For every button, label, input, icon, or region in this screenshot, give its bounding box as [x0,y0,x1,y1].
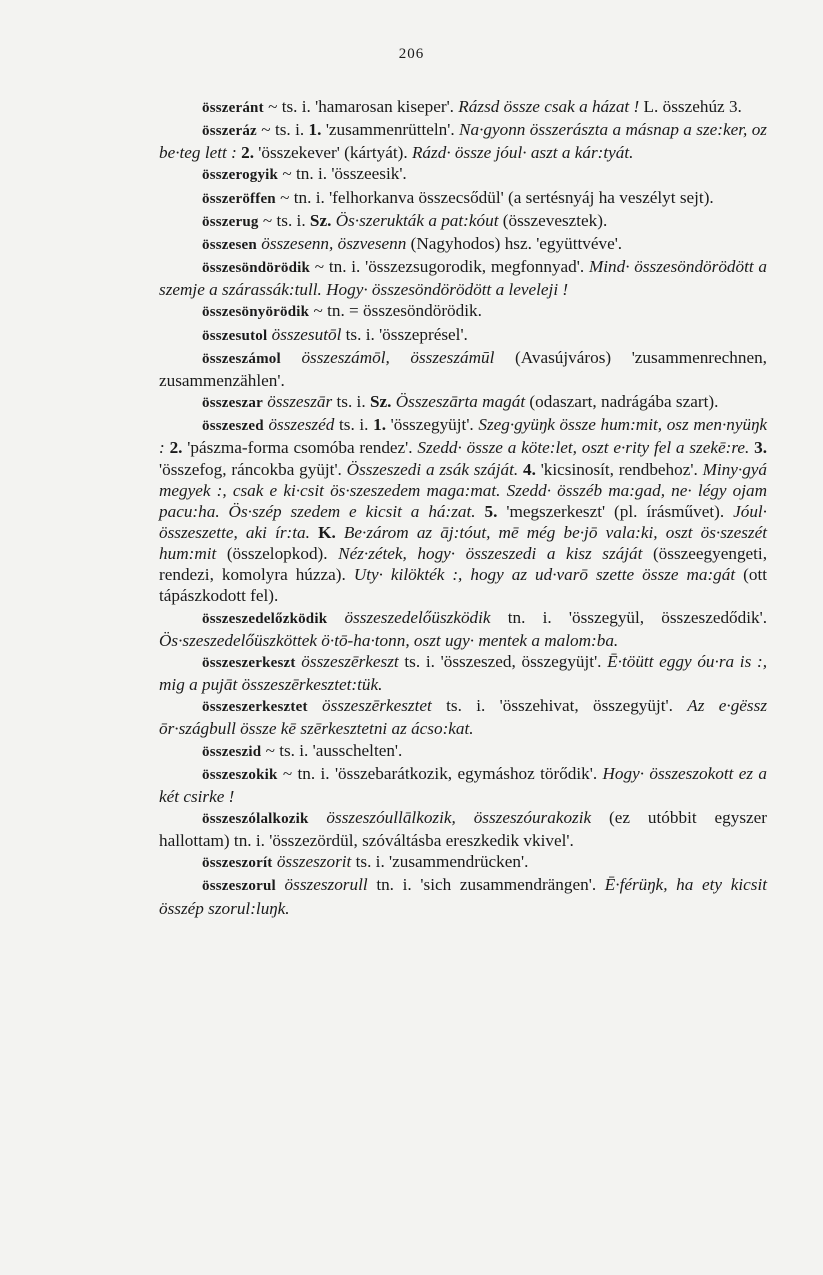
definition-text [310,523,318,542]
dictionary-entry [159,874,767,918]
definition-text: ~ ts. i. [256,120,309,140]
example-text: Az e·gëssz ōr·szágbull össze kē szērkesztetni az ácso:kat. [159,696,768,739]
definition-text: (összeegyengeti, rendezi, komolyra húzza). [159,544,768,585]
headword: összerogyik [202,167,279,184]
headword: összeránt [202,100,264,116]
definition-text: ts. i. 'zusammendrücken'. [351,852,529,872]
example-text: Rázd· össze jóul· aszt a kár:tyát. [411,143,634,163]
definition-text: ts. i. 'összeprésel'. [341,324,468,344]
definition-text [281,348,302,367]
definition-text: ~ tn. i. 'összeesik'. [278,164,407,184]
headword: összeszólalkozik [202,811,309,827]
example-text: összeszorull [284,875,368,895]
definition-text: ts. i. [332,392,370,412]
definition-text: ~ ts. i. [258,210,310,230]
definition-text: ~ ts. i. 'ausschelten'. [261,740,403,760]
definition-text: (Avasújváros) 'zusammenrechnen, zusammenzählen'. [159,347,767,390]
dictionary-entry [159,119,767,163]
headword: összeszar [202,395,263,412]
headword: összesönyörödik [202,304,310,321]
example-text: Ē·férüŋk, ha ety kicsit összép szorul:luŋk. [159,875,768,918]
headword: összeszedelőzködik [202,610,328,627]
headword: összeszerkeszt [202,654,296,671]
example-text: Ē·töütt eggy óu·ra is :, mig a pujāt összeszērkesztet:tük. [159,651,767,695]
headword: összeszorul [202,878,276,895]
example-text: összeszērkesztet [322,696,432,716]
headword: összeszed [202,418,264,435]
dictionary-entry [159,300,767,323]
definition-text: (odaszart, nadrágába szart). [525,392,719,412]
definition-text [309,808,327,827]
headword: összeszorít [202,855,273,872]
example-text: Összeszedi a zsák száját. [346,459,519,479]
example-text: Szeg·gyüŋk össze hum:mit, osz men·nyüŋk : [159,415,767,458]
example-text: Hogy· összeszokott ez a két csirke ! [159,763,767,806]
headword: összesöndörödik [202,260,311,277]
example-text: összeszedelőüszködik [344,607,491,627]
example-text: összeszóullālkozik, összeszóurakozik [326,808,592,827]
definition-text [276,875,285,894]
dictionary-entry [159,187,767,210]
sense-number: Sz. [369,392,392,412]
definition-text: 'kicsinosít, rendbehoz'. [535,459,703,479]
sense-number: 1. [308,120,322,140]
dictionary-entry [159,695,767,739]
dictionary-entry [159,763,767,807]
dictionary-entry [159,414,767,606]
definition-text: ~ ts. i. 'hamarosan kiseper'. [263,97,459,116]
example-text: Uty· kilökték :, hogy az ud·varō szette össze ma:gát [353,565,736,585]
example-text: Összeszārta magát [395,392,526,412]
sense-number: 2. [241,143,254,163]
definition-text: 'összegyüjt'. [386,415,479,435]
example-text: Néz·zétek, hogy· összeszedi a kisz száját [338,544,643,564]
example-text: Rázsd össze csak a házat ! [458,97,640,116]
definition-text: (ez utóbbit egyszer hallottam) tn. i. 'összezördül, szóváltásba ereszkedik vkivel'. [159,808,767,851]
dictionary-entry [159,233,767,256]
example-text: összeszéd [268,415,335,435]
headword: összesutol [202,327,268,344]
definition-text: ts. i. 'összehivat, összegyüjt'. [431,696,688,716]
example-text: Szedd· össze a köte:let, oszt e·rity fel a szekē:re. [417,438,750,458]
example-text: összeszērkeszt [301,651,399,671]
dictionary-entry [159,651,767,695]
dictionary-entry [159,740,767,763]
definition-text: (Nagyhodos) hsz. 'együttvéve'. [406,233,623,253]
example-text: összesenn, öszvesenn [261,233,407,253]
example-text: Miny·gyá megyek :, csak e ki·csit ös·szeszedem maga:mat. Szedd· összéb ma:gad, ne· légy ojam pacu:ha. Ös·szép szedem e kicsit a há:zat. [159,459,768,521]
dictionary-entry [159,807,767,851]
example-text: összeszorit [276,852,352,872]
example-text: Ös·szerukták a pat:kóut [335,210,499,230]
example-text: Be·zárom az āj:tóut, mē még be·jō vala:ki, oszt ös·szeszét hum:mit [159,522,768,564]
headword: összeráz [202,123,257,140]
sense-number: 5. [484,501,498,521]
definition-text: 'megszerkeszt' (pl. írásművet). [497,501,734,521]
definition-text [327,608,344,627]
dictionary-entries [159,96,767,919]
definition-text: 'összefog, ráncokba gyüjt'. [159,459,347,479]
example-text: Jóul· összeszette, aki ír:ta. [159,501,767,542]
headword: összeszámol [202,350,281,367]
dictionary-entry [159,210,767,233]
headword: összeszid [202,743,262,760]
dictionary-entry [159,324,767,347]
definition-text: 'zusammenrütteln'. [321,120,460,140]
sense-number: 2. [169,438,183,458]
dictionary-entry [159,347,767,391]
sense-number: 1. [373,415,387,435]
example-text: Mind· összesöndörödött a szemje a szárassák:tull. Hogy· összesöndörödött a leveleji ! [159,257,768,300]
dictionary-entry [159,391,767,414]
definition-text [308,696,322,715]
definition-text: (ott tápászkodott fel). [159,565,767,606]
definition-text: ~ tn. i. 'felhorkanva összecsődül' (a sertésnyáj ha veszélyt sejt). [275,187,714,207]
dictionary-entry [159,607,767,651]
sense-number: 3. [754,438,768,458]
example-text: Ös·szeszedelőüszköttek ö·tō-ha·tonn, oszt ugy· mentek a malom:ba. [159,630,619,650]
sense-number: Sz. [309,210,332,230]
definition-text: 'pászma-forma csomóba rendez'. [182,438,418,458]
definition-text: tn. i. 'összegyül, összeszedődik'. [490,607,767,627]
definition-text: (összelopkod). [216,544,339,564]
definition-text: ~ tn. i. 'összebarátkozik, egymáshoz törődik'. [277,763,603,783]
sense-number: 4. [523,459,536,479]
headword: összeröffen [202,190,276,207]
definition-text: ~ tn. i. 'összezsugorodik, megfonnyad'. [310,257,589,277]
definition-text: ts. i. 'összeszed, összegyüjt'. [398,651,608,671]
example-text: összeszámōl, összeszámūl [301,347,495,367]
dictionary-entry [159,96,767,119]
definition-text: L. összehúz 3. [639,97,742,116]
headword: összeszerkesztet [202,699,308,716]
page-number: 206 [398,46,425,62]
example-text: összeszār [267,392,333,412]
definition-text: ts. i. [334,415,374,435]
sense-number: K. [318,522,336,542]
headword: összerug [202,213,259,230]
definition-text: 'összekever' (kártyát). [253,143,412,163]
definition-text: tn. i. 'sich zusammendrängen'. [367,875,605,895]
example-text: Na·gyonn összerászta a másnap a sze:ker, oz be·teg lett : [159,120,767,163]
headword: összesen [202,236,257,253]
definition-text [476,502,485,521]
example-text: összesutōl [271,324,342,344]
headword: összeszokik [202,766,278,783]
definition-text [336,523,344,542]
dictionary-entry [159,163,767,186]
definition-text: (összevesztek). [498,210,608,230]
dictionary-entry [159,851,767,874]
dictionary-entry [159,256,767,300]
definition-text: ~ tn. = összesöndörödik. [309,301,482,321]
